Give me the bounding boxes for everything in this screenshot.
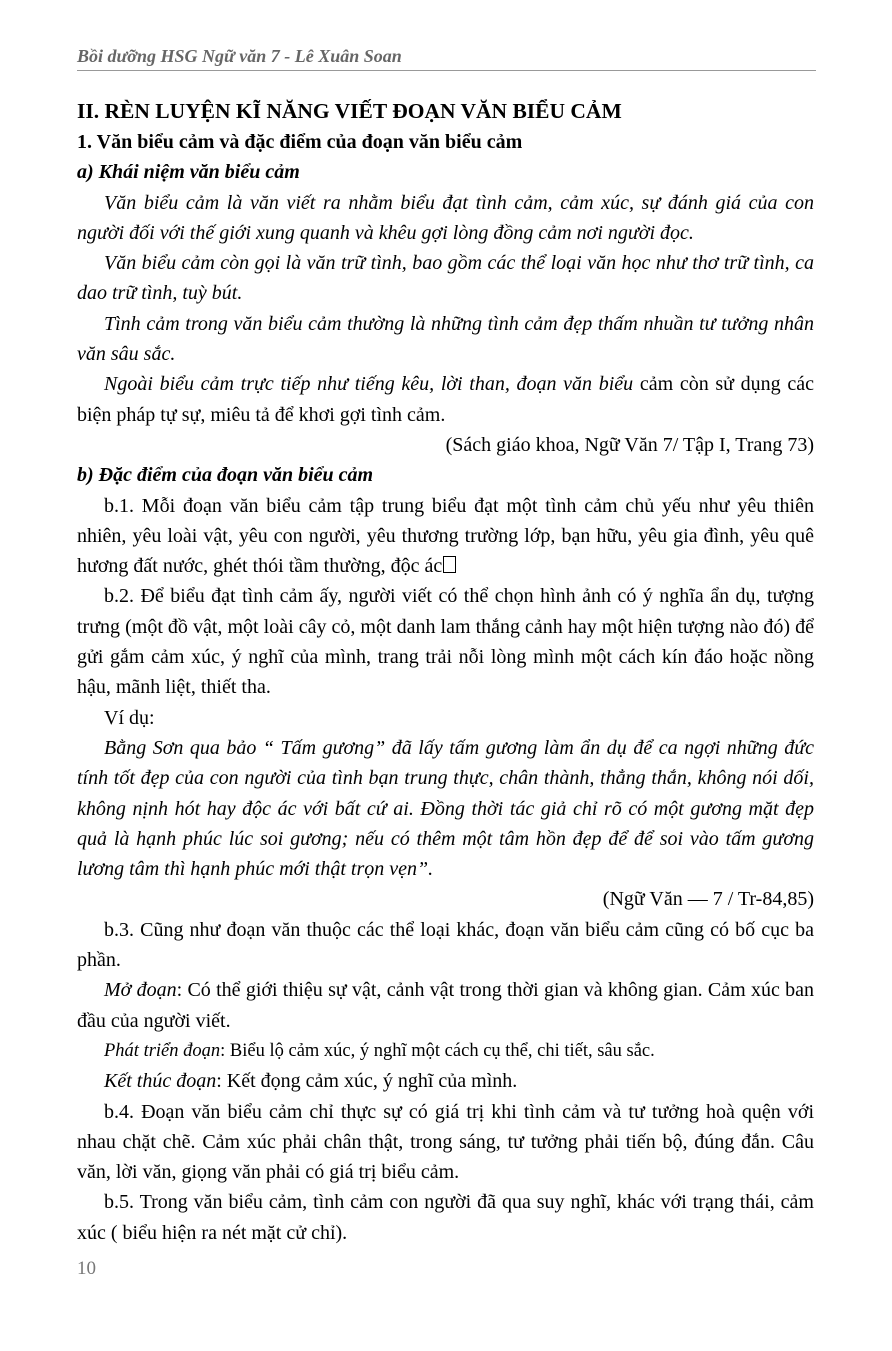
page-number: 10: [77, 1258, 96, 1279]
subheading-a: a) Khái niệm văn biểu cảm: [77, 161, 300, 184]
term-label: Mở đoạn: [104, 979, 177, 1002]
citation: (Sách giáo khoa, Ngữ Văn 7/ Tập I, Trang 73): [445, 433, 814, 456]
paragraph-phat-trien: [77, 1036, 814, 1066]
missing-glyph-icon: [443, 556, 456, 573]
term-text: : Kết đọng cảm xúc, ý nghĩ của mình.: [216, 1070, 518, 1093]
example-text: Bằng Sơn qua bảo “ Tấm gương” đã lấy tấm gương làm ẩn dụ để ca ngợi những đức tính tốt đẹp của con người của tình bạn trung thực, chân thành, thẳng thắn, không nói dối, không nịnh hót hay độc ác với bất cứ ai. Đồng thời tác giả chỉ rõ có một gương mặt đẹp quả là hạnh phúc lúc soi gương; nếu có thêm một tâm hồn đẹp để để soi vào tấm gương lương tâm thì hạnh phúc mới thật trọn vẹn”.: [77, 736, 814, 881]
paragraph-b3: b.3. Cũng như đoạn văn thuộc các thể loại khác, đoạn văn biểu cảm cũng có bố cục ba phần.: [77, 918, 814, 972]
term-text: : Biểu lộ cảm xúc, ý nghĩ một cách cụ thể, chi tiết, sâu sắc.: [220, 1040, 655, 1061]
term-text: : Có thể giới thiệu sự vật, cảnh vật trong thời gian và không gian. Cảm xúc ban đầu của người viết.: [77, 979, 814, 1032]
paragraph-b5: b.5. Trong văn biểu cảm, tình cảm con người đã qua suy nghĩ, khác với trạng thái, cảm xúc ( biểu hiện ra nét mặt cử chỉ).: [77, 1191, 814, 1244]
term-label: Kết thúc đoạn: [104, 1070, 217, 1093]
paragraph: Tình cảm trong văn biểu cảm thường là những tình cảm đẹp thấm nhuần tư tưởng nhân văn sâu sắc.: [77, 312, 814, 366]
running-header: Bồi dưỡng HSG Ngữ văn 7 - Lê Xuân Soan: [77, 46, 402, 66]
paragraph: Văn biểu cảm còn gọi là văn trữ tình, bao gồm các thể loại văn học như thơ trữ tình, ca dao trữ tình, tuỳ bút.: [77, 252, 814, 305]
paragraph-ket-thuc: [77, 1066, 814, 1096]
example-label: Ví dụ:: [104, 706, 155, 729]
paragraph-mo-doan: [77, 975, 814, 1036]
paragraph-b1: [77, 491, 814, 582]
citation: (Ngữ Văn — 7 / Tr-84,85): [602, 888, 814, 911]
subsection-heading: 1. Văn biểu cảm và đặc điểm của đoạn văn biểu cảm: [77, 131, 523, 153]
paragraph-normal-part: cảm còn sử dụng các biện pháp tự sự, miêu tả để khơi gợi tình cảm.: [77, 373, 814, 426]
subheading-b: b) Đặc điểm của đoạn văn biểu cảm: [77, 464, 374, 487]
paragraph-text: b.1. Mỗi đoạn văn biểu cảm tập trung biểu đạt một tình cảm chủ yếu như yêu thiên nhiên, yêu loài vật, yêu con người, yêu thương trường lớp, bạn hữu, yêu gia đình, yêu quê hương đất nước, ghét thói tầm thường, độc ác: [77, 494, 814, 578]
paragraph-b4: b.4. Đoạn văn biểu cảm chỉ thực sự có giá trị khi tình cảm và tư tưởng hoà quện với nhau chặt chẽ. Cảm xúc phải chân thật, trong sáng, tư tưởng phải tiến bộ, đúng đắn. Câu văn, lời văn, giọng văn phải có giá trị biểu cảm.: [77, 1100, 814, 1184]
header-rule: [77, 70, 816, 71]
paragraph: [77, 369, 814, 430]
paragraph: Văn biểu cảm là văn viết ra nhằm biểu đạt tình cảm, cảm xúc, sự đánh giá của con người đối với thế giới xung quanh và khêu gợi lòng đồng cảm nơi người đọc.: [77, 191, 814, 244]
term-label: Phát triển đoạn: [104, 1040, 221, 1061]
paragraph-italic-part: Ngoài biểu cảm trực tiếp như tiếng kêu, lời than, đoạn văn biểu: [104, 373, 634, 396]
section-title: II. RÈN LUYỆN KĨ NĂNG VIẾT ĐOẠN VĂN BIỂU CẢM: [77, 99, 622, 123]
paragraph-b2: b.2. Để biểu đạt tình cảm ấy, người viết có thể chọn hình ảnh có ý nghĩa ẩn dụ, tượng trưng (một đồ vật, một loài cây cỏ, một danh lam thắng cảnh hay một hiện tượng nào đó) để gửi gắm cảm xúc, ý nghĩ của mình, trang trải nỗi lòng mình một cách kín đáo hoặc nồng hậu, mãnh liệt, thiết tha.: [77, 585, 814, 699]
page-body: [77, 95, 814, 1248]
